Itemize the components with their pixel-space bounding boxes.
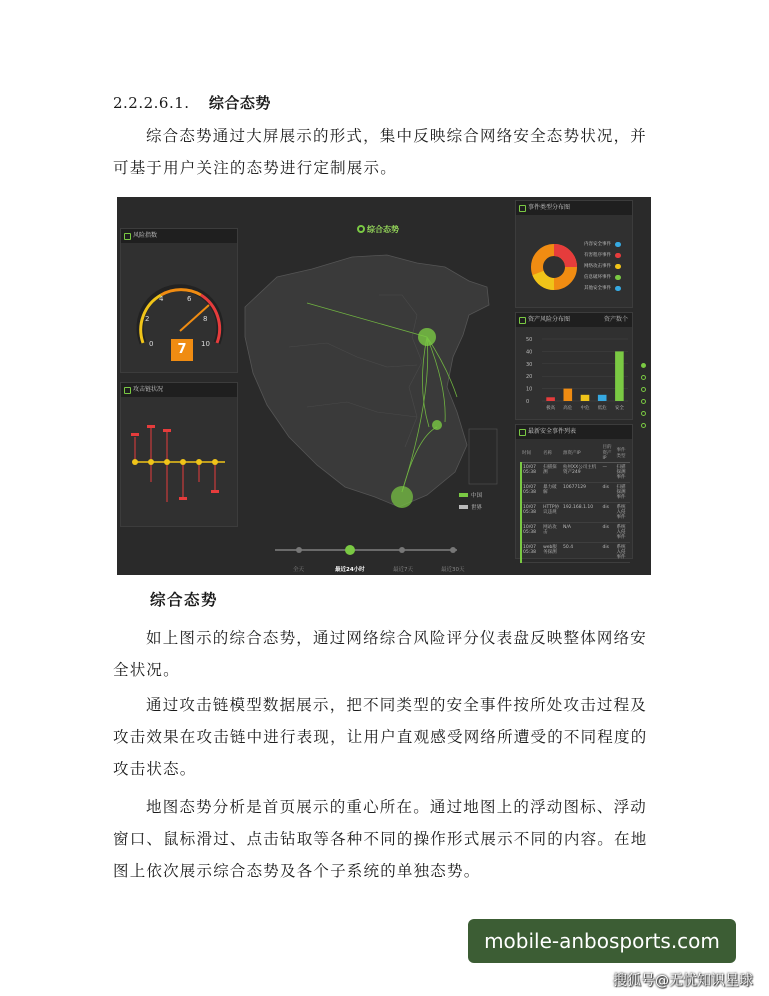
table-header: 目的资产IP — [601, 443, 615, 463]
table-cell: web服务探测 — [542, 543, 562, 563]
china-map — [245, 255, 489, 507]
asset-unit: 资产数个 — [603, 316, 628, 323]
latest-events-panel — [515, 424, 633, 559]
map-paragraph: 地图态势分析是首页展示的重心所在。通过地图上的浮动图标、浮动窗口、鼠标滑过、点击钻取等各种不同的操作形式展示不同的内容。在地图上依次展示综合态势及各个子系统的单独态势。 — [113, 798, 648, 880]
time-option-24h[interactable]: 最近24小时 — [335, 567, 365, 573]
table-cell: N/A — [562, 523, 601, 543]
table-cell: 10/07 05:38 — [521, 543, 542, 563]
x-tick-label: 中危 — [580, 406, 590, 411]
asset-risk-chart — [516, 327, 634, 419]
table-cell: 10/07 05:38 — [521, 503, 542, 523]
table-cell: dis — [601, 523, 615, 543]
table-cell: — — [601, 463, 615, 483]
event-type-item: 其他安全事件 — [584, 283, 621, 294]
event-type-item: 信息破坏事件 — [584, 272, 621, 283]
y-tick-label: 30 — [526, 361, 533, 368]
risk-value: 7 — [171, 339, 193, 361]
section-number: 2.2.2.6.1. — [113, 94, 190, 112]
watermark-source: 搜狐号@无忧知识星球 — [613, 973, 753, 989]
table-cell: 扫描探测事件 — [615, 463, 630, 483]
event-type-item: 内容安全事件 — [584, 239, 621, 250]
table-row[interactable] — [521, 463, 630, 483]
figure-caption: 综合态势 — [150, 590, 219, 609]
table-row[interactable] — [521, 543, 630, 563]
x-tick-label: 极高 — [546, 406, 556, 411]
x-tick-label: 高危 — [563, 406, 573, 411]
y-tick-label: 40 — [526, 349, 533, 356]
legend-dot-icon — [615, 264, 621, 269]
y-tick-label: 10 — [526, 386, 533, 393]
table-cell: dis — [601, 543, 615, 563]
gauge-tick: 2 — [145, 315, 150, 323]
refresh-icon — [357, 225, 365, 233]
map-hotspot[interactable] — [391, 486, 413, 508]
time-option-30d[interactable]: 最近30天 — [441, 567, 465, 573]
asset-risk-bar[interactable] — [581, 395, 590, 401]
gauge-tick: 10 — [201, 340, 210, 348]
attack-chain-diagram — [121, 397, 239, 527]
intro-paragraph: 综合态势通过大屏展示的形式，集中反映综合网络安全态势状况，并可基于用户关注的态势进行定制展示。 — [113, 127, 648, 177]
map-legend-world[interactable]: 世界 — [459, 503, 482, 511]
table-cell: 192.168.1.10 — [562, 503, 601, 523]
table-cell: 系统入侵事件 — [615, 523, 630, 543]
legend-dot-icon — [615, 275, 621, 280]
panel-title: 攻击链状况 — [121, 383, 237, 397]
table-cell: 系统入侵事件 — [615, 543, 630, 563]
table-cell: 10/07 05:38 — [521, 483, 542, 503]
table-cell: 系统入侵事件 — [615, 503, 630, 523]
event-type-item: 网络攻击事件 — [584, 261, 621, 272]
map-hotspot[interactable] — [418, 328, 436, 346]
panel-title: 资产风险分布图 资产数个 — [516, 313, 632, 327]
gauge-tick: 6 — [187, 295, 192, 303]
y-tick-label: 0 — [526, 399, 530, 405]
table-cell: 50.4 — [562, 543, 601, 563]
event-type-legend — [584, 239, 621, 294]
risk-paragraph: 如上图示的综合态势，通过网络综合风险评分仪表盘反映整体网络安全状况。 — [113, 629, 648, 679]
gauge-tick: 0 — [149, 340, 154, 348]
attack-chain-panel — [120, 382, 238, 527]
asset-risk-bar[interactable] — [546, 397, 555, 401]
page-indicator[interactable] — [641, 363, 646, 435]
legend-dot-icon — [615, 253, 621, 258]
table-row[interactable] — [521, 523, 630, 543]
map-legend-china[interactable]: 中国 — [459, 491, 482, 499]
table-row[interactable] — [521, 483, 630, 503]
table-cell: dis — [601, 503, 615, 523]
table-cell: 扫描探测事件 — [615, 483, 630, 503]
x-tick-label: 安全 — [614, 406, 624, 411]
legend-dot-icon — [615, 286, 621, 291]
table-header: 事件类型 — [615, 443, 630, 463]
y-tick-label: 50 — [526, 337, 533, 343]
table-header: 名称 — [542, 443, 562, 463]
asset-risk-bar[interactable] — [615, 351, 624, 401]
table-cell: 网站攻击 — [542, 523, 562, 543]
asset-risk-bar[interactable] — [564, 389, 573, 401]
table-cell: 杭州XX公司主机资产249 — [562, 463, 601, 483]
table-cell: HTTP协议违规 — [542, 503, 562, 523]
panel-title: 事件类型分布图 — [516, 201, 632, 215]
table-header: 源资产IP — [562, 443, 601, 463]
time-option-7d[interactable]: 最近7天 — [393, 567, 413, 573]
table-cell: 扫描探测 — [542, 463, 562, 483]
asset-risk-panel — [515, 312, 633, 420]
dashboard-figure — [117, 197, 651, 575]
legend-dot-icon — [615, 242, 621, 247]
risk-panel — [120, 228, 238, 373]
asset-risk-bar[interactable] — [598, 395, 607, 401]
x-tick-label: 低危 — [597, 406, 607, 411]
table-cell: 10677129 — [562, 483, 601, 503]
attack-chain-paragraph: 通过攻击链模型数据展示，把不同类型的安全事件按所处攻击过程及攻击效果在攻击链中进行表现，让用户直观感受网络所遭受的不同程度的攻击状态。 — [113, 696, 648, 778]
panel-title: 风险指数 — [121, 229, 237, 243]
table-cell: 10/07 05:38 — [521, 523, 542, 543]
table-row[interactable] — [521, 503, 630, 523]
section-title: 综合态势 — [208, 94, 271, 112]
y-tick-label: 20 — [526, 374, 533, 381]
section-heading — [113, 92, 271, 113]
table-header: 时间 — [521, 443, 542, 463]
table-cell: 10/07 05:38 — [521, 463, 542, 483]
gauge-tick: 4 — [159, 295, 164, 303]
panel-title: 最新安全事件列表 — [516, 425, 632, 439]
event-type-donut — [524, 237, 584, 297]
time-option-all[interactable]: 全天 — [293, 567, 305, 573]
event-type-item: 有害程序事件 — [584, 250, 621, 261]
event-type-panel — [515, 200, 633, 308]
time-slider-handle[interactable] — [345, 545, 355, 555]
table-cell: dis — [601, 483, 615, 503]
watermark-site: mobile-anbosports.com — [468, 919, 736, 963]
events-table — [520, 443, 630, 563]
gauge-tick: 8 — [203, 315, 208, 323]
table-cell: 暴力破解 — [542, 483, 562, 503]
dashboard-title: 综合态势 — [357, 224, 399, 235]
